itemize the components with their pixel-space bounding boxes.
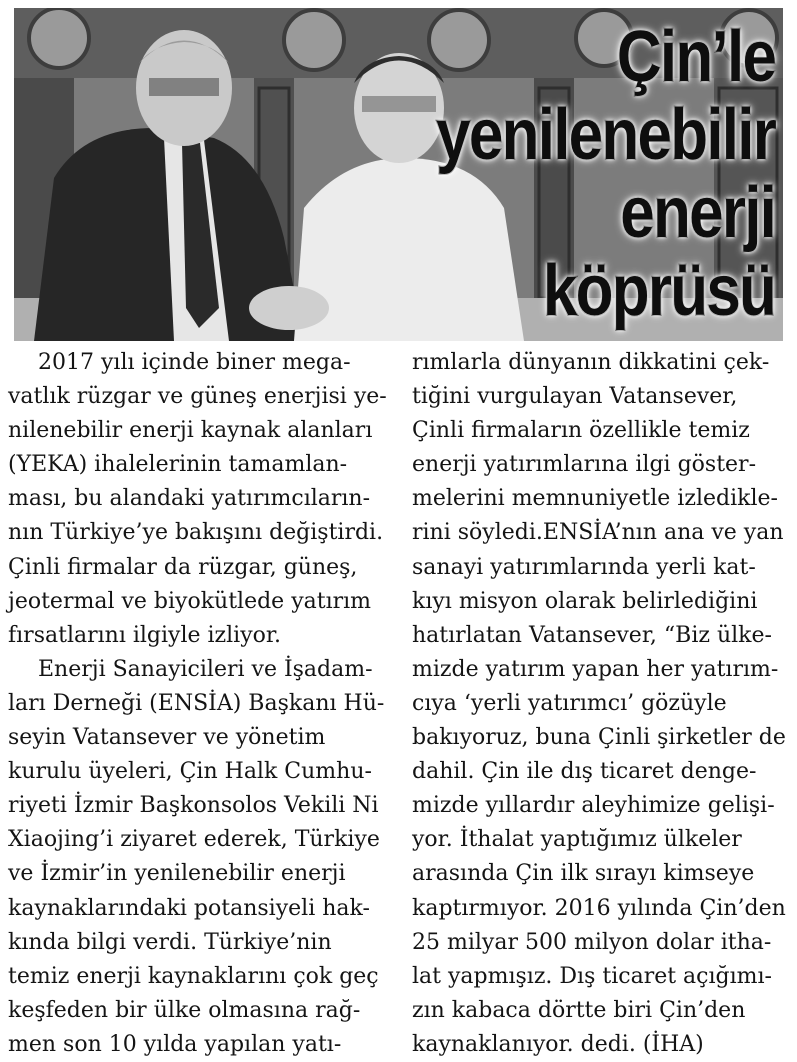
article-line: 2017 yılı içinde biner mega- <box>38 350 351 375</box>
article-line: ları Derneği (ENSİA) Başkanı Hü- <box>8 690 385 716</box>
article-line: Çinli firmaların özellikle temiz <box>412 418 750 444</box>
article-line: 25 milyar 500 milyon dolar itha- <box>412 929 772 955</box>
article-line: cıya ‘yerli yatırımcı’ gözüyle <box>412 690 727 716</box>
article-line: ması, bu alandaki yatırımcıların- <box>8 486 371 512</box>
article-line: Xiaojing’i ziyaret ederek, Türkiye <box>8 827 380 853</box>
headline-line-1: Çin’le <box>616 17 775 97</box>
article-line: kaynaklanıyor. dedi. (İHA) <box>412 1031 704 1057</box>
headline-line-3: enerji <box>620 173 775 253</box>
article-line: temiz enerji kaynaklarını çok geç <box>8 963 379 989</box>
article-line: zın kabaca dörtte biri Çin’den <box>412 997 746 1023</box>
headline-line-4: köprüsü <box>542 251 775 331</box>
news-photo <box>14 8 783 341</box>
article-line: rini söyledi.ENSİA’nın ana ve yan <box>412 520 784 546</box>
article-line: mizde yıllardır aleyhimize gelişi- <box>412 793 775 819</box>
article-line: mizde yatırım yapan her yatırım- <box>412 656 779 682</box>
article-line: sanayi yatırımlarında yerli kat- <box>412 554 756 580</box>
article-line: Enerji Sanayicileri ve İşadam- <box>38 656 373 682</box>
article-line: bakıyoruz, buna Çinli şirketler de <box>412 725 786 751</box>
headline-line-2: yenilenebilir <box>436 95 775 175</box>
article-line: keşfeden bir ülke olmasına rağ- <box>8 997 361 1023</box>
article-line: vatlık rüzgar ve güneş enerjisi ye- <box>8 384 387 410</box>
article-line: nın Türkiye’ye bakışını değiştirdi. <box>8 520 384 546</box>
article-line: nilenebilir enerji kaynak alanları <box>8 418 373 444</box>
article-line: arasında Çin ilk sırayı kimseye <box>412 861 755 887</box>
article-line: (YEKA) ihalelerinin tamamlan- <box>8 452 348 478</box>
article-line: ve İzmir’in yenilenebilir enerji <box>8 861 346 887</box>
article-line: men son 10 yılda yapılan yatı- <box>8 1031 342 1057</box>
article-line: fırsatlarını ilgiyle izliyor. <box>8 622 281 648</box>
article-line: seyin Vatansever ve yönetim <box>8 725 326 751</box>
headline <box>436 18 775 330</box>
article-line: hatırlatan Vatansever, “Biz ülke- <box>412 622 772 648</box>
article-line: kaptırmıyor. 2016 yılında Çin’den <box>412 895 786 921</box>
article-line: riyeti İzmir Başkonsolos Vekili Ni <box>8 793 379 819</box>
article-line: kıyı misyon olarak belirlediğini <box>412 588 758 614</box>
article-right-column <box>412 346 790 1062</box>
article-line: jeotermal ve biyokütlede yatırım <box>8 588 372 614</box>
article-line: melerini memnuniyetle izledikle- <box>412 486 778 512</box>
article-line: kında bilgi verdi. Türkiye’nin <box>8 929 332 955</box>
article-line: kurulu üyeleri, Çin Halk Cumhu- <box>8 759 372 785</box>
article-line: Çinli firmalar da rüzgar, güneş, <box>8 554 358 580</box>
article-line: rımlarla dünyanın dikkatini çek- <box>412 350 770 375</box>
article-line: lat yapmışız. Dış ticaret açığımı- <box>412 963 772 989</box>
article-line: kaynaklarındaki potansiyeli hak- <box>8 895 370 921</box>
article-line: dahil. Çin ile dış ticaret denge- <box>412 759 757 785</box>
article-line: yor. İthalat yaptığımız ülkeler <box>412 827 742 853</box>
article-left-column <box>8 346 390 1062</box>
article-line: tiğini vurgulayan Vatansever, <box>412 384 738 410</box>
article-line: enerji yatırımlarına ilgi göster- <box>412 452 757 478</box>
